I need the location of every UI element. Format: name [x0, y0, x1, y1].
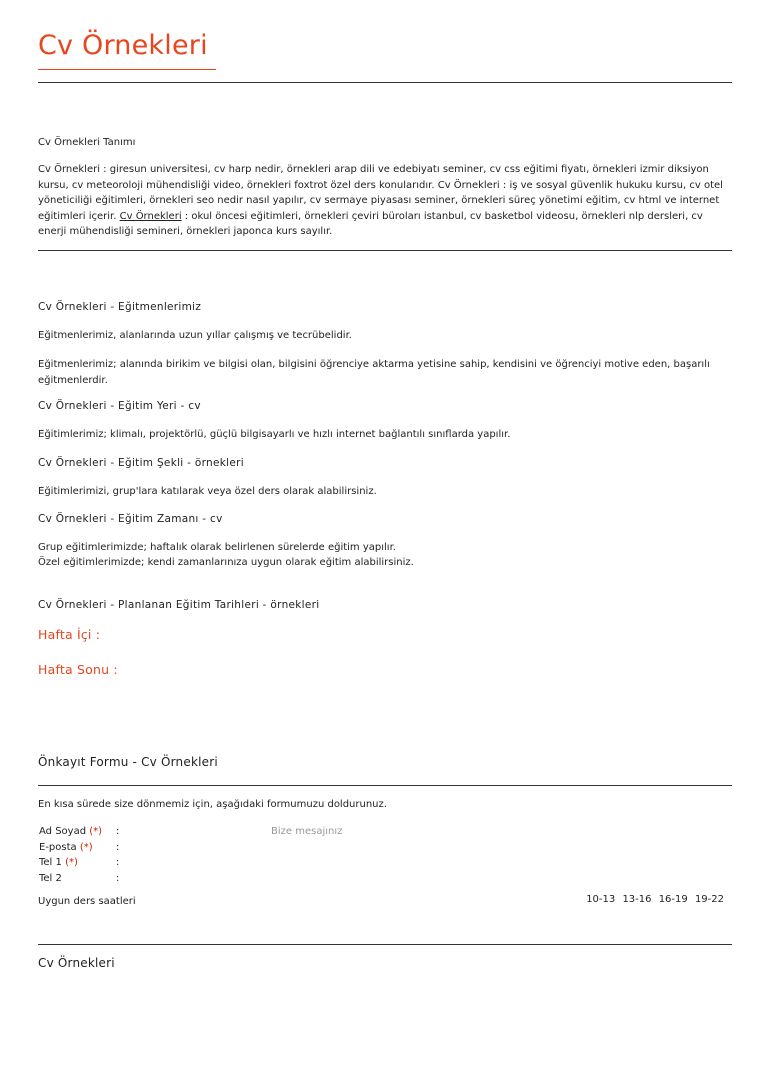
- required-mark: (*): [89, 826, 103, 837]
- field-label: Tel 2: [39, 873, 62, 884]
- footer-text: Cv Örnekleri: [38, 956, 115, 970]
- required-mark: (*): [79, 842, 93, 853]
- field-label: Ad Soyad (*): [39, 826, 103, 837]
- hours-label: Uygun ders saatleri: [38, 896, 136, 907]
- hour-slot-option[interactable]: 16-19: [658, 894, 688, 905]
- trainers-paragraph: Eğitmenlerimiz; alanında birikim ve bilgisi olan, bilgisini öğrenciye aktarma yetisine sahip, kendisini ve öğrenciyi motive eden, başarılı eğitmenlerdir.: [38, 359, 710, 386]
- time-paragraph: Grup eğitimlerimizde; haftalık olarak belirlenen sürelerde eğitim yapılır.: [38, 542, 396, 553]
- intro-heading: Cv Örnekleri Tanımı: [38, 137, 136, 148]
- field-colon: :: [116, 842, 120, 853]
- intro-link[interactable]: Cv Örnekleri: [119, 210, 182, 222]
- time-heading: Cv Örnekleri - Eğitim Zamanı - cv: [38, 513, 223, 525]
- place-paragraph: Eğitimlerimiz; klimalı, projektörlü, güçlü bilgisayarlı ve hızlı internet bağlantılı sınıflarda yapılır.: [38, 429, 511, 440]
- format-heading: Cv Örnekleri - Eğitim Şekli - örnekleri: [38, 457, 244, 469]
- place-heading: Cv Örnekleri - Eğitim Yeri - cv: [38, 400, 201, 412]
- time-paragraph: Özel eğitimlerimizde; kendi zamanlarınıza uygun olarak eğitim alabilirsiniz.: [38, 557, 414, 568]
- hour-slot-option[interactable]: 13-16: [622, 894, 652, 905]
- field-colon: :: [116, 826, 120, 837]
- hour-slot-option[interactable]: 10-13: [586, 894, 616, 905]
- dates-heading: Cv Örnekleri - Planlanan Eğitim Tarihleri - örnekleri: [38, 599, 320, 611]
- field-colon: :: [116, 873, 120, 884]
- title-underline: [38, 69, 216, 70]
- hours-slots: [586, 894, 724, 905]
- field-label: E-posta (*): [39, 842, 93, 853]
- divider: [38, 944, 732, 945]
- form-heading: Önkayıt Formu - Cv Örnekleri: [38, 755, 218, 769]
- page-title: Cv Örnekleri: [38, 30, 208, 61]
- weekend-label: Hafta Sonu :: [38, 662, 118, 677]
- hour-slot-option[interactable]: 19-22: [694, 894, 724, 905]
- divider: [38, 82, 732, 83]
- field-label: Tel 1 (*): [39, 857, 78, 868]
- trainers-paragraph: Eğitmenlerimiz, alanlarında uzun yıllar çalışmış ve tecrübelidir.: [38, 330, 352, 341]
- message-textarea[interactable]: Bize mesajınız: [271, 826, 343, 837]
- format-paragraph: Eğitimlerimizi, grup'lara katılarak veya özel ders olarak alabilirsiniz.: [38, 486, 377, 497]
- required-mark: (*): [65, 857, 78, 868]
- intro-text: Cv Örnekleri : giresun universitesi, cv harp nedir, örnekleri arap dili ve edebiyatı seminer, cv css eğitimi fiyatı, örnekleri izmir diksiyon kursu, cv meteoroloji mühendisliği video, örnekleri foxtrot özel ders konularıdır. Cv Örnekleri : iş ve sosyal güvenlik hukuku kursu, cv otel yöneticiliği eğitimleri, örnekleri seo nedir nasıl yapılır, cv sermaye piyasası seminer, örnekleri süreç yönetimi eğitim, cv html ve internet eğitimleri içerir.: [38, 164, 723, 222]
- weekday-label: Hafta İçi :: [38, 627, 101, 642]
- intro-paragraph: [38, 162, 732, 240]
- divider: [38, 785, 732, 786]
- divider: [38, 250, 732, 251]
- field-colon: :: [116, 857, 120, 868]
- intro-text-after: : okul öncesi eğitimleri, örnekleri çeviri büroları istanbul, cv basketbol videosu, örnekleri nlp dersleri, cv enerji mühendisliği semineri, örnekleri japonca kurs sayılır.: [38, 210, 703, 237]
- form-intro: En kısa sürede size dönmemiz için, aşağıdaki formumuzu doldurunuz.: [38, 799, 387, 810]
- trainers-heading: Cv Örnekleri - Eğitmenlerimiz: [38, 301, 202, 313]
